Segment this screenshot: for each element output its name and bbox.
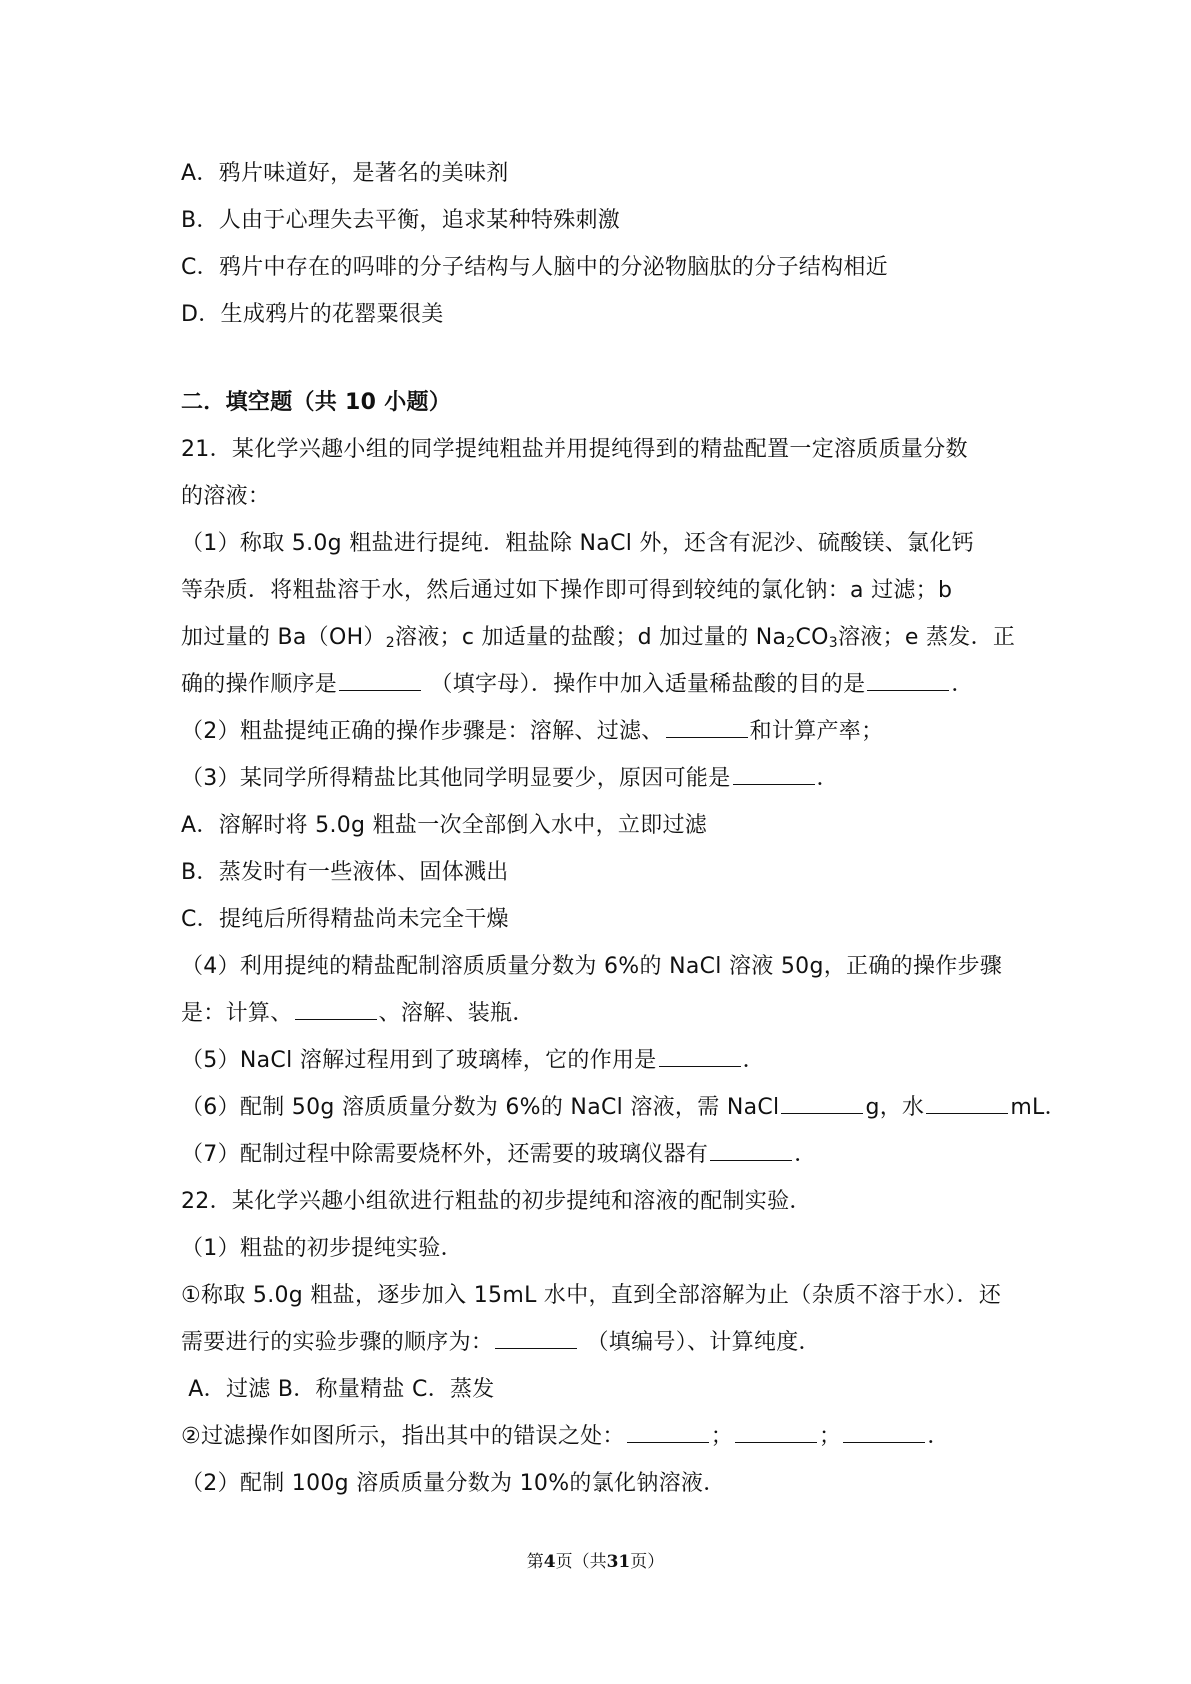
q21-part5: （5）NaCl 溶解过程用到了玻璃棒，它的作用是 ． [181,1037,1031,1084]
q21-option-b: B．蒸发时有一些液体、固体溅出 [181,860,509,885]
answer-blank [295,997,377,1020]
q21-part2: （2）粗盐提纯正确的操作步骤是：溶解、过滤、 和计算产率； [181,708,1031,755]
page-total: 31 [606,1552,631,1572]
option-b: B．人由于心理失去平衡，追求某种特殊刺激 [181,208,621,233]
q21-part6: （6）配制 50g 溶质质量分数为 6%的 NaCl 溶液，需 NaCl g，水 mL． [181,1084,1031,1131]
answer-blank [735,1420,817,1443]
answer-blank [843,1420,925,1443]
answer-blank [926,1091,1008,1114]
q21-part4-line1: （4）利用提纯的精盐配制溶质质量分数为 6%的 NaCl 溶液 50g，正确的操作步骤 [181,954,1003,979]
q21-part1-line4: 确的操作顺序是 （填字母）．操作中加入适量稀盐酸的目的是 ． [181,661,1031,708]
option-c: C．鸦片中存在的吗啡的分子结构与人脑中的分泌物脑肽的分子结构相近 [181,255,888,280]
q22-part2: （2）配制 100g 溶质质量分数为 10%的氯化钠溶液． [181,1471,726,1496]
q22-options: A．过滤 B．称量精盐 C．蒸发 [188,1377,495,1402]
option-a: A．鸦片味道好，是著名的美味剂 [181,161,509,186]
q21-stem-line2: 的溶液： [181,484,271,509]
q22-step1-line2: 需要进行的实验步骤的顺序为： （填编号）、计算纯度． [181,1319,1031,1366]
q21-stem-line1: 21．某化学兴趣小组的同学提纯粗盐并用提纯得到的精盐配置一定溶质质量分数 [181,437,968,462]
q22-stem: 22．某化学兴趣小组欲进行粗盐的初步提纯和溶液的配制实验． [181,1189,812,1214]
answer-blank [867,668,949,691]
answer-blank [659,1044,741,1067]
q21-part4-line2: 是：计算、 、溶解、装瓶． [181,990,1031,1037]
section-title: 二．填空题（共 10 小题） [181,390,452,415]
answer-blank [495,1326,577,1349]
q21-part1-line1: （1）称取 5.0g 粗盐进行提纯．粗盐除 NaCl 外，还含有泥沙、硫酸镁、氯化钙 [181,531,974,556]
q22-step1-line1: ①称取 5.0g 粗盐，逐步加入 15mL 水中，直到全部溶解为止（杂质不溶于水）．还 [181,1283,1002,1308]
q22-step2: ②过滤操作如图所示，指出其中的错误之处： ； ； ． [181,1413,1031,1460]
q21-part1-line2: 等杂质．将粗盐溶于水，然后通过如下操作即可得到较纯的氯化钠：a 过滤；b [181,578,953,603]
answer-blank [733,762,815,785]
option-d: D．生成鸦片的花罂粟很美 [181,302,444,327]
q21-part1-line3: 加过量的 $Ba(OH)_2$溶液；c 加适量的盐酸；d 加过量的 $Na_2CO_3$溶液；e 蒸发．正 [181,625,1016,651]
answer-blank [339,668,421,691]
q21-part3: （3）某同学所得精盐比其他同学明显要少，原因可能是 ． [181,755,1031,802]
page-content [181,150,1067,1507]
page-footer: 第4页（共31页） [526,1552,665,1572]
answer-blank [781,1091,863,1114]
answer-blank [666,715,748,738]
answer-blank [710,1138,792,1161]
q21-part7: （7）配制过程中除需要烧杯外，还需要的玻璃仪器有 ． [181,1131,1031,1178]
q21-option-c: C．提纯后所得精盐尚未完全干燥 [181,907,509,932]
q22-part1: （1）粗盐的初步提纯实验． [181,1236,463,1261]
answer-blank [627,1420,709,1443]
q21-option-a: A．溶解时将 5.0g 粗盐一次全部倒入水中，立即过滤 [181,813,708,838]
page-number: 4 [543,1552,556,1572]
